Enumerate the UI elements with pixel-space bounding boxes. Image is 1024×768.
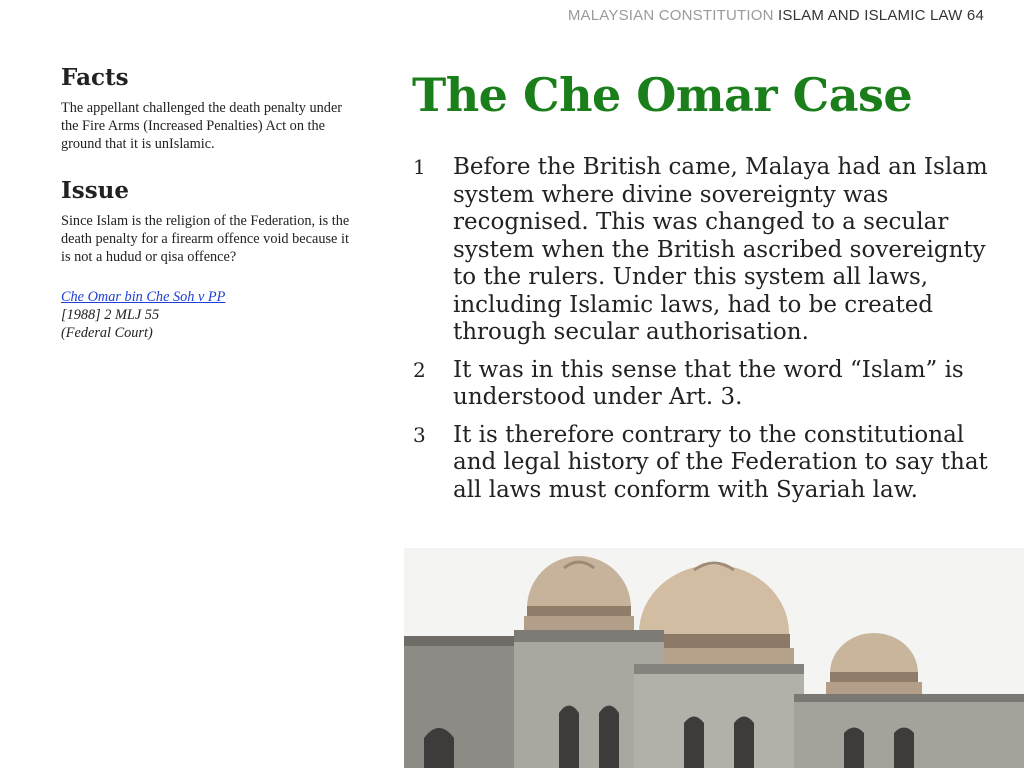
point-text: It was in this sense that the word “Islam” is understood under Art. 3. [453, 356, 964, 410]
list-item [413, 422, 993, 505]
case-citation [61, 288, 361, 342]
list-item [413, 357, 993, 412]
point-number: 2 [413, 357, 426, 382]
facts-text: The appellant challenged the death penalty under the Fire Arms (Increased Penalties) Act on the ground that it is unIslamic. [61, 100, 343, 152]
point-number: 1 [413, 155, 426, 179]
slide-header [568, 7, 984, 24]
court-building-photo [404, 548, 1024, 768]
point-number: 3 [413, 422, 426, 447]
point-text: Before the British came, Malaya had an Islam system where divine sovereignty was recognised. This was changed to a secular system when the British ascribed sovereignty to the rulers. Under this system all laws, including Islamic laws, had to be created through secular authorisation. [453, 154, 988, 345]
slide-title: The Che Omar Case [412, 68, 913, 122]
points-list [413, 154, 993, 514]
point-text: It is therefore contrary to the constitutional and legal history of the Federation to say that all laws must conform with Syariah law. [453, 421, 988, 503]
topic-title: ISLAM AND ISLAMIC LAW 64 [778, 7, 984, 24]
list-item [413, 154, 993, 347]
case-court: (Federal Court) [61, 325, 153, 341]
issue-heading: Issue [61, 177, 130, 204]
sidebar [61, 64, 361, 342]
course-title: MALAYSIAN CONSTITUTION [567, 7, 774, 24]
case-report: [1988] 2 MLJ 55 [61, 307, 160, 323]
facts-heading: Facts [61, 64, 129, 91]
issue-text: Since Islam is the religion of the Federation, is the death penalty for a firearm offence void because it is not a hudud or qisa offence? [61, 213, 350, 265]
case-citation-link[interactable]: Che Omar bin Che Soh v PP [61, 289, 226, 305]
